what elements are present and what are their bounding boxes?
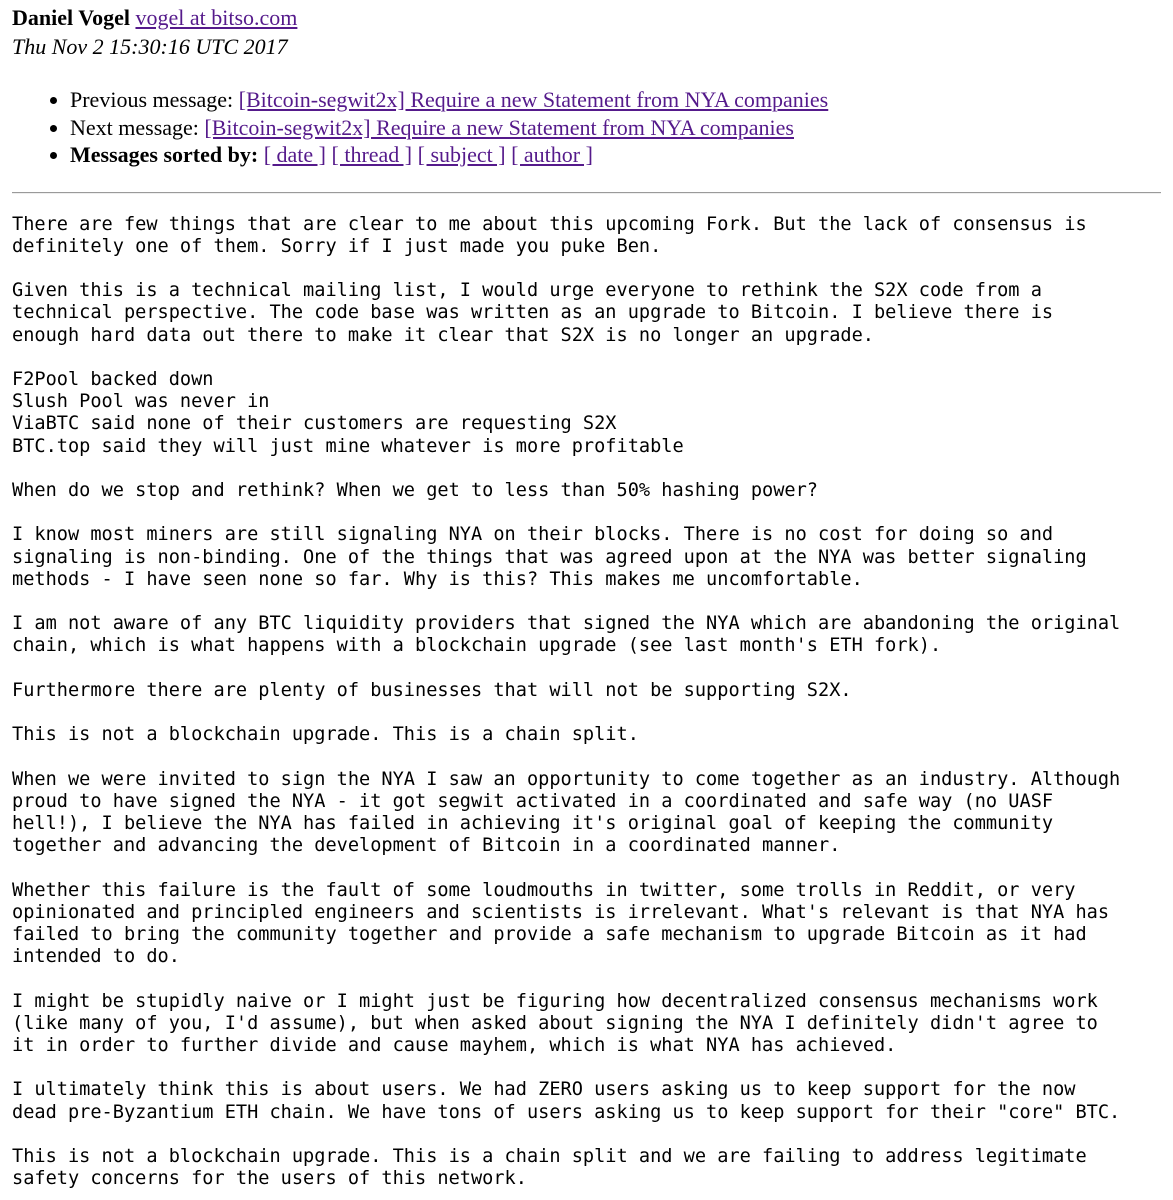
nav-previous xyxy=(70,86,1162,114)
mail-archive-page xyxy=(12,0,1162,1190)
sort-by-author-link[interactable]: [ author ] xyxy=(511,142,593,167)
sorted-by-label: Messages sorted by: xyxy=(70,142,259,167)
message-date: Thu Nov 2 15:30:16 UTC 2017 xyxy=(12,34,288,59)
sort-by-thread-link[interactable]: [ thread ] xyxy=(331,142,413,167)
sort-by-date-link[interactable]: [ date ] xyxy=(263,142,326,167)
message-header xyxy=(12,4,1162,31)
sort-by-subject-link[interactable]: [ subject ] xyxy=(417,142,506,167)
message-body: There are few things that are clear to me about this upcoming Fork. But the lack of consensus is definitely one of them. Sorry if I just made you puke Ben. Given this is a technical mailing list, I would urge everyone to rethink the S2X code from a technical perspective. The code base was written as an upgrade to Bitcoin. I believe there is enough hard data out there to make it clear that S2X is no longer an upgrade. F2Pool backed down Slush Pool was never in ViaBTC said none of their customers are requesting S2X BTC.top said they will just mine whatever is more profitable When do we stop and rethink? When we get to less than 50% hashing power? I know most miners are still signaling NYA on their blocks. There is no cost for doing so and signaling is non-binding. One of the things that was agreed upon at the NYA was better signaling methods - I have seen none so far. Why is this? This makes me uncomfortable. I am not aware of any BTC liquidity providers that signed the NYA which are abandoning the original chain, which is what happens with a blockchain upgrade (see last month's ETH fork). Furthermore there are plenty of businesses that will not be supporting S2X. This is not a blockchain upgrade. This is a chain split. When we were invited to sign the NYA I saw an opportunity to come together as an industry. Although proud to have signed the NYA - it got segwit activated in a coordinated and safe way (no UASF hell!), I believe the NYA has failed in achieving it's original goal of keeping the community together and advancing the development of Bitcoin in a coordinated manner. Whether this failure is the fault of some loudmouths in twitter, some trolls in Reddit, or very opinionated and principled engineers and scientists is irrelevant. What's relevant is that NYA has failed to bring the community together and provide a safe mechanism to upgrade Bitcoin as it had intended to do. I might be stupidly naive or I might just be figuring how decentralized consensus mechanisms work (like many of you, I'd assume), but when asked about signing the NYA I definitely didn't agree to it in order to further divide and cause mayhem, which is what NYA has achieved. I ultimately think this is about users. We had ZERO users asking us to keep support for the now dead pre-Byzantium ETH chain. We have tons of users asking us to keep support for their "core" BTC. This is not a blockchain upgrade. This is a chain split and we are failing to address legitimate safety concerns for the users of this network. xyxy=(12,213,1121,1190)
next-message-link[interactable]: [Bitcoin-segwit2x] Require a new Statement from NYA companies xyxy=(204,114,794,140)
nav-sorted-by xyxy=(70,141,1162,169)
previous-message-link[interactable]: [Bitcoin-segwit2x] Require a new Statement from NYA companies xyxy=(238,87,829,112)
message-navigation xyxy=(12,86,1162,169)
author-email-link[interactable]: vogel at bitso.com xyxy=(135,5,298,30)
next-message-label: Next message: xyxy=(70,114,199,140)
author-name: Daniel Vogel xyxy=(12,5,130,30)
previous-message-label: Previous message: xyxy=(70,87,234,112)
header-divider xyxy=(12,192,1161,194)
nav-next xyxy=(70,114,1162,142)
